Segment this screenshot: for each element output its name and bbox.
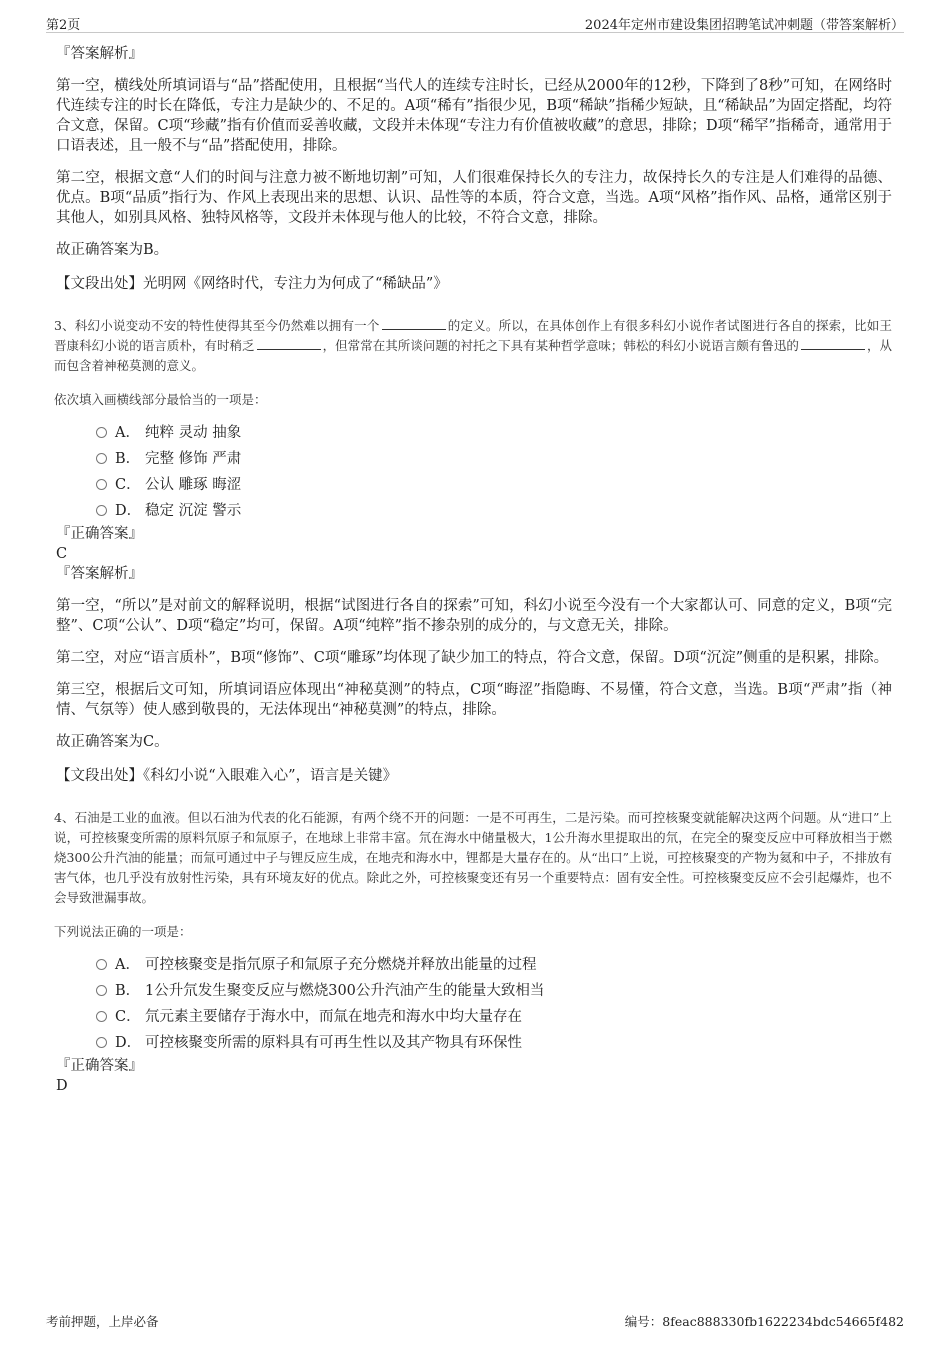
q3-option-c[interactable]: C． 公认 雕琢 晦涩 bbox=[96, 472, 892, 498]
q3-blank-3 bbox=[801, 336, 865, 350]
radio-icon[interactable] bbox=[96, 1037, 107, 1048]
page-number: 第2页 bbox=[46, 18, 81, 33]
q3-analysis-conclusion: 故正确答案为C。 bbox=[56, 734, 169, 750]
q4-option-b[interactable]: B． 1公升氘发生聚变反应与燃烧300公升汽油产生的能量大致相当 bbox=[96, 978, 892, 1004]
q2-analysis-paragraph: 第二空，根据文意“人们的时间与注意力被不断地切割”可知，人们很难保持长久的专注力，故保持长久的专注是人们难得的品德、优点。B项“品质”指行为、作风上表现出来的思想、认识、品性等的本质，符合文意，当选。A项“风格”指作风、品格，通常区别于其他人，如别具风格、独特风格等，文段并未体现与他人的比较，不符合文意，排除。 bbox=[56, 170, 892, 226]
q3-analysis-paragraph: 第二空，对应“语言质朴”，B项“修饰”、C项“雕琢”均体现了缺少加工的特点，符合文意，保留。D项“沉淀”侧重的是积累，排除。 bbox=[56, 650, 889, 666]
radio-icon[interactable] bbox=[96, 505, 107, 516]
q3-options bbox=[96, 420, 892, 524]
q4-prompt: 下列说法正确的一项是： bbox=[54, 924, 192, 939]
q3-option-d[interactable]: D． 稳定 沉淀 警示 bbox=[96, 498, 892, 524]
q3-text-segment: 的定义。所以，在具体创作上有很多科幻小说作者试图进行各自的探索，比如王晋康科幻小说的语言质朴，有时稍乏 bbox=[54, 318, 892, 353]
q3-source: 【文段出处】《科幻小说“入眼难入心”，语言是关键》 bbox=[56, 768, 398, 784]
q4-answer-label: 『正确答案』 bbox=[56, 1058, 143, 1074]
q2-source: 【文段出处】光明网《网络时代，专注力为何成了“稀缺品”》 bbox=[56, 276, 448, 292]
q4-options bbox=[96, 952, 892, 1056]
page-header bbox=[46, 14, 904, 33]
q2-analysis-conclusion: 故正确答案为B。 bbox=[56, 242, 169, 258]
q4-option-a[interactable]: A． 可控核聚变是指氘原子和氚原子充分燃烧并释放出能量的过程 bbox=[96, 952, 892, 978]
q3-text-segment: ，但常常在其所谈问题的衬托之下具有某种哲学意味；韩松的科幻小说语言颇有鲁迅的 bbox=[322, 338, 799, 353]
q3-prompt: 依次填入画横线部分最恰当的一项是： bbox=[54, 392, 267, 407]
q3-blank-2 bbox=[257, 336, 321, 350]
q3-analysis-paragraph: 第一空，“所以”是对前文的解释说明，根据“试图进行各自的探索”可知，科幻小说至今没有一个大家都认可、同意的定义，B项“完整”、C项“公认”、D项“稳定”均可，保留。A项“纯粹”指不掺杂别的成分的，与文意无关，排除。 bbox=[56, 598, 892, 634]
q2-analysis-paragraph: 第一空，横线处所填词语与“品”搭配使用，且根据“当代人的连续专注时长，已经从2000年的12秒，下降到了8秒”可知，在网络时代连续专注的时长在降低，专注力是缺少的、不足的。A项“稀有”指很少见，B项“稀缺”指稀少短缺，且“稀缺品”为固定搭配，均符合文意，保留。C项“珍藏”指有价值而妥善收藏，文段并未体现“专注力有价值被收藏”的意思，排除；D项“稀罕”指稀奇，通常用于口语表述，且一般不与“品”搭配使用，排除。 bbox=[56, 78, 892, 154]
page-footer bbox=[46, 1312, 904, 1330]
radio-icon[interactable] bbox=[96, 1011, 107, 1022]
q3-text-segment: ，从而包含着神秘莫测的意义。 bbox=[54, 338, 892, 373]
q4-question-text: 4、石油是工业的血液。但以石油为代表的化石能源，有两个绕不开的问题：一是不可再生，二是污染。而可控核聚变就能解决这两个问题。从“进口”上说，可控核聚变所需的原料氘原子和氚原子，在地球上非常丰富。氘在海水中储量极大，1公升海水里提取出的氘，在完全的聚变反应中可释放相当于燃烧300公升汽油的能量；而氚可通过中子与锂反应生成，在地壳和海水中，锂都是大量存在的。从“出口”上说，可控核聚变的产物为氦和中子，不排放有害气体，也几乎没有放射性污染，具有环境友好的优点。除此之外，可控核聚变还有另一个重要特点：固有安全性。可控核聚变反应不会引起爆炸，也不会导致泄漏事故。 bbox=[54, 810, 892, 905]
q4-option-c[interactable]: C． 氘元素主要储存于海水中，而氚在地壳和海水中均大量存在 bbox=[96, 1004, 892, 1030]
q3-option-b[interactable]: B． 完整 修饰 严肃 bbox=[96, 446, 892, 472]
document-title: 2024年定州市建设集团招聘笔试冲刺题（带答案解析） bbox=[584, 18, 904, 33]
q3-blank-1 bbox=[382, 316, 446, 330]
q3-question-text bbox=[54, 316, 892, 376]
document-body bbox=[56, 44, 892, 1096]
q4-option-d[interactable]: D． 可控核聚变所需的原料具有可再生性以及其产物具有环保性 bbox=[96, 1030, 892, 1056]
q3-answer: C bbox=[56, 546, 68, 562]
radio-icon[interactable] bbox=[96, 479, 107, 490]
q4-answer: D bbox=[56, 1078, 68, 1094]
radio-icon[interactable] bbox=[96, 427, 107, 438]
q3-analysis-paragraph: 第三空，根据后文可知，所填词语应体现出“神秘莫测”的特点，C项“晦涩”指隐晦、不易懂，符合文意，当选。B项“严肃”指（神情、气氛等）使人感到敬畏的，无法体现出“神秘莫测”的特点，排除。 bbox=[56, 682, 892, 718]
q3-analysis-label: 『答案解析』 bbox=[56, 566, 143, 582]
footer-slogan: 考前押题，上岸必备 bbox=[46, 1314, 159, 1329]
q2-analysis-label: 『答案解析』 bbox=[56, 46, 143, 62]
q3-answer-label: 『正确答案』 bbox=[56, 526, 143, 542]
radio-icon[interactable] bbox=[96, 453, 107, 464]
radio-icon[interactable] bbox=[96, 959, 107, 970]
radio-icon[interactable] bbox=[96, 985, 107, 996]
footer-serial: 编号：8feac888330fb1622234bdc54665f482 bbox=[624, 1314, 904, 1329]
q3-option-a[interactable]: A． 纯粹 灵动 抽象 bbox=[96, 420, 892, 446]
q3-text-segment: 3、科幻小说变动不安的特性使得其至今仍然难以拥有一个 bbox=[54, 318, 380, 333]
